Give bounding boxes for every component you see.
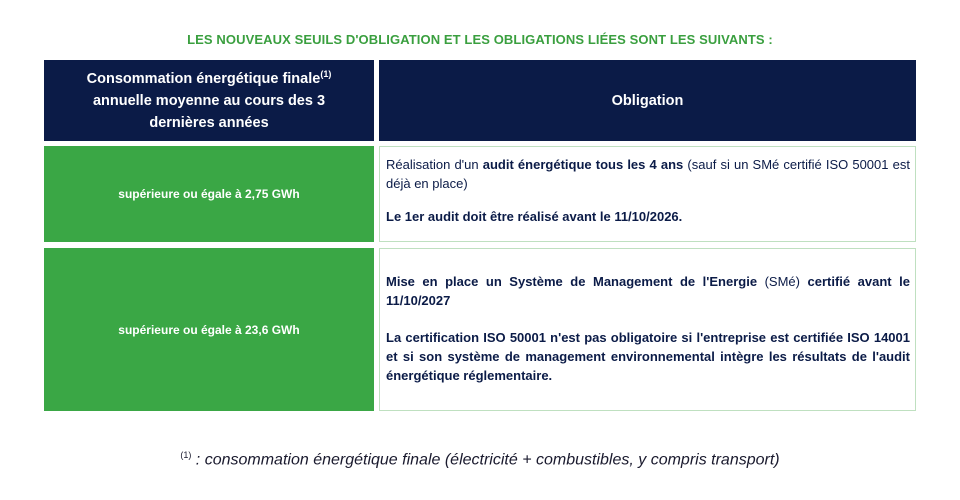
obligation-deadline: Le 1er audit doit être réalisé avant le 11/10/2026. [386,209,683,224]
obligation-text-bold: audit énergétique tous les 4 ans [482,157,684,172]
header-consumption-detail: annuelle moyenne au cours des 3 dernières années [92,92,326,131]
obligation-cell-1 [379,146,916,242]
header-consumption [44,60,374,141]
obligation-paragraph [386,272,910,310]
threshold-label: supérieure ou égale à 23,6 GWh [118,322,300,337]
header-consumption-label: Consommation énergétique finale [86,70,321,87]
obligation-certification-note: La certification ISO 50001 n'est pas obligatoire si l'entreprise est certifiée ISO 14001 et si son système de management environnemental intègre les résultats de l'audit énergétique réglementaire. [386,330,910,383]
footnote-sup: (1) [180,450,192,460]
obligation-text: Réalisation d'un [386,157,483,172]
header-obligation [379,60,916,141]
obligation-text-bold: Mise en place un Système de Management de l'Energie [386,274,758,289]
obligation-text: (sauf si un SMé certifié ISO 50001 est déjà en place) [386,157,910,191]
threshold-label: supérieure ou égale à 2,75 GWh [118,187,300,201]
header-consumption-text [62,68,356,134]
obligation-text-bold: certifié avant le 11/10/2027 [386,274,910,308]
obligation-paragraph [386,155,910,193]
page-heading: LES NOUVEAUX SEUILS D'OBLIGATION ET LES OBLIGATIONS LIÉES SONT LES SUIVANTS : [187,32,773,47]
footnote-text: : consommation énergétique finale (électricité + combustibles, y compris transport) [191,451,780,469]
obligation-text: (SMé) [757,274,808,289]
threshold-cell-1 [44,146,374,242]
obligation-cell-2 [379,248,916,411]
footnote-marker: (1) [320,68,332,79]
header-obligation-label: Obligation [611,92,684,109]
footnote [0,450,960,469]
threshold-cell-2 [44,248,374,411]
